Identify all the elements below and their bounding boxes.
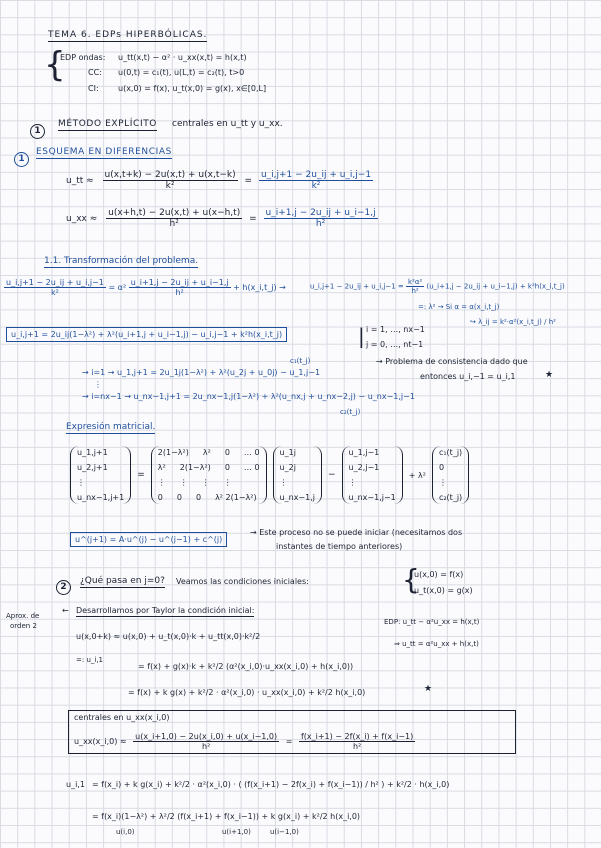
edp-reminder-2: ⇒ u_tt = α²u_xx + h(x,t) (394, 640, 479, 648)
problem-brace: { (44, 45, 66, 85)
consistency-problem: → Problema de consistencia dado que (376, 357, 528, 366)
final-note-u-ip1: u(i+1,0) (222, 828, 251, 836)
matrix-title: Expresión matricial. (66, 422, 156, 432)
subsection-1-title: ESQUEMA EN DIFERENCIAS (36, 147, 172, 157)
case-dots: ⋮ (94, 380, 102, 389)
taylor-line-1: u(x,0+k) ≈ u(x,0) + u_t(x,0)·k + u_tt(x,0)·k²/2 (76, 632, 261, 641)
range-i: i = 1, …, nx−1 (366, 325, 425, 334)
transformed-equation: $\frac{u\_i,j+1 - 2u\_ij + u\_i,j-1}{\text{k²}}$ = α² $\frac{u\_i+1,j - 2u\_ij + u\_i-1,j}{\text{h²}}$ + h(x_i,t_j) → (6, 278, 286, 297)
page-title: TEMA 6. EDPs HIPERBÓLICAS. (48, 30, 208, 40)
c1-note: c₁(t_j) (290, 357, 311, 365)
margin-note-2: orden 2 (10, 622, 37, 630)
matrix-note-2: instantes de tiempo anteriores) (276, 542, 403, 551)
section-1-number: 1 (30, 118, 45, 139)
margin-arrow: ← (62, 606, 69, 615)
transformed-equation-right: u_i,j+1 − 2u_ij + u_i,j−1 = $\frac{\text{k²α²}}{\text{h²}}$ (u_i+1,j − 2u_ij + u_i−1,j) + k²h(x_i,t_j) (310, 278, 565, 295)
uxx-initial-approximation: u_xx(x_i,0) ≈ $\frac{u(x\_i+1,0) - 2u(x\_i,0) + u(x\_i-1,0)}{\text{h²}}$ = $\frac{f(x\_i+1) - 2f(x\_i) + f(x\_i-1)}{\text{h²}}$ (74, 732, 414, 751)
taylor-intro: Desarrollamos por Taylor la condición inicial: (76, 606, 255, 615)
ui1-label: =: u_i,1 (76, 656, 104, 664)
initial-condition-1: u(x,0) = f(x) (414, 570, 464, 579)
cc-equation: u(0,t) = c₁(t), u(L,t) = c₂(t), t>0 (118, 68, 245, 77)
uxx-approximation: u_xx ≈ $\frac{u(x+h,t) - 2u(x,t) + u(x-h,t)}{\text{h²}}$ = $\frac{u\_i+1,j - 2u\_ij + u\_i-1,j}{\text{h²}}$ (66, 208, 376, 229)
star-mark: ★ (545, 370, 554, 380)
subsection-1-number: 1 (14, 146, 29, 167)
utt-approximation: u_tt ≈ $\frac{u(x,t+k) - 2u(x,t) + u(x,t-k)}{\text{k²}}$ = $\frac{u\_i,j+1 - 2u\_ij + u\_i,j-1}{\text{k²}}$ (66, 170, 372, 191)
taylor-line-3: = f(x) + k g(x) + k²/2 · α²(x_i,0) · u_xx(x_i,0) + k²/2 h(x_i,0) (128, 688, 366, 697)
lambda-ij: ↪ λ_ij = k²·α²(x_i,t_j) / h² (470, 318, 556, 326)
margin-note-1: Aprox. de (6, 612, 40, 620)
cc-label: CC: (88, 68, 102, 77)
matrix-A: 2(1−λ²) λ² 0 … 0 λ² 2(1−λ²) 0 … 0 ⋮ ⋮ ⋮ ⋮ 0 0 0 λ² 2(1−λ²) (151, 446, 267, 504)
ranges-brace: | (358, 324, 365, 348)
compact-scheme-box: u^(j+1) = A·u^(j) − u^(j−1) + c^(j) (70, 532, 227, 547)
case-i-equals-1: → i=1 → u_1,j+1 = 2u_1j(1−λ²) + λ²(u_2j + u_0j) − u_1,j−1 (82, 368, 321, 377)
edp-label: EDP ondas: (60, 53, 106, 62)
matrix-expression: u_1,j+1 u_2,j+1 ⋮ u_nx−1,j+1 = 2(1−λ²) λ² 0 … 0 λ² 2(1−λ²) 0 … 0 ⋮ ⋮ ⋮ ⋮ 0 0 0 λ² 2(1−λ²) u_1j u_2j ⋮ u_nx−1,j − u_1,j−1 u_2,j−1 ⋮ u_nx−1,j−1 + λ² c₁(t_j) 0 ⋮ c₂(t_j) (70, 446, 469, 504)
section-1-subtitle: centrales en u_tt y u_xx. (172, 119, 283, 129)
lambda-definition: =: λ² → Si α = α(x_i,t_j) (418, 303, 500, 311)
section-2-question: ¿Qué pasa en j=0? (80, 576, 165, 586)
ci-equation: u(x,0) = f(x), u_t(x,0) = g(x), x∈[0,L] (118, 84, 267, 93)
star-mark-2: ★ (424, 684, 433, 694)
centrales-label: centrales en u_xx(x_i,0) (74, 713, 170, 722)
section-2-text: Veamos las condiciones iniciales: (176, 577, 309, 586)
ci-label: CI: (88, 84, 99, 93)
final-line-2: = f(x_i)(1−λ²) + λ²/2 (f(x_i+1) + f(x_i−1)) + k g(x_i) + k²/2 h(x_i,0) (92, 812, 361, 821)
vector-u-next: u_1,j+1 u_2,j+1 ⋮ u_nx−1,j+1 (70, 446, 131, 504)
matrix-note-1: → Este proceso no se puede iniciar (necesitamos dos (250, 528, 463, 537)
vector-u-previous: u_1,j−1 u_2,j−1 ⋮ u_nx−1,j−1 (342, 446, 403, 504)
ic-brace: { (402, 563, 420, 596)
taylor-line-2: = f(x) + g(x)·k + k²/2 (α²(x_i,0)·u_xx(x_i,0) + h(x_i,0)) (138, 662, 354, 671)
final-line-1: = f(x_i) + k g(x_i) + k²/2 · α²(x_i,0) · ( (f(x_i+1) − 2f(x_i) + f(x_i−1)) / h² ) + k²/2 · h(x_i,0) (92, 780, 450, 789)
edp-reminder: EDP: u_tt − α²u_xx = h(x,t) (384, 618, 480, 626)
vector-boundary: c₁(t_j) 0 ⋮ c₂(t_j) (432, 446, 469, 504)
section-2-number: 2 (56, 574, 71, 595)
final-lhs: u_i,1 (66, 780, 85, 789)
edp-equation: u_tt(x,t) − α² · u_xx(x,t) = h(x,t) (118, 53, 247, 62)
final-note-u-i0: u(i,0) (116, 828, 135, 836)
vector-u-current: u_1j u_2j ⋮ u_nx−1,j (273, 446, 322, 504)
section-1-title: MÉTODO EXPLÍCITO (58, 119, 157, 129)
c2-note: c₂(t_j) (340, 408, 361, 416)
consistency-then: entonces u_i,−1 = u_i,1 (420, 372, 516, 381)
explicit-scheme-box: u_i,j+1 = 2u_ij(1−λ²) + λ²(u_i+1,j + u_i−1,j) − u_i,j−1 + k²h(x_i,t_j) (6, 327, 287, 342)
range-j: j = 0, …, nt−1 (366, 340, 424, 349)
transformation-title: 1.1. Transformación del problema. (44, 256, 199, 266)
case-i-equals-nx-minus-1: → i=nx−1 → u_nx−1,j+1 = 2u_nx−1,j(1−λ²) + λ²(u_nx,j + u_nx−2,j) − u_nx−1,j−1 (82, 392, 415, 401)
final-note-u-im1: u(i−1,0) (270, 828, 299, 836)
initial-condition-2: u_t(x,0) = g(x) (414, 586, 473, 595)
